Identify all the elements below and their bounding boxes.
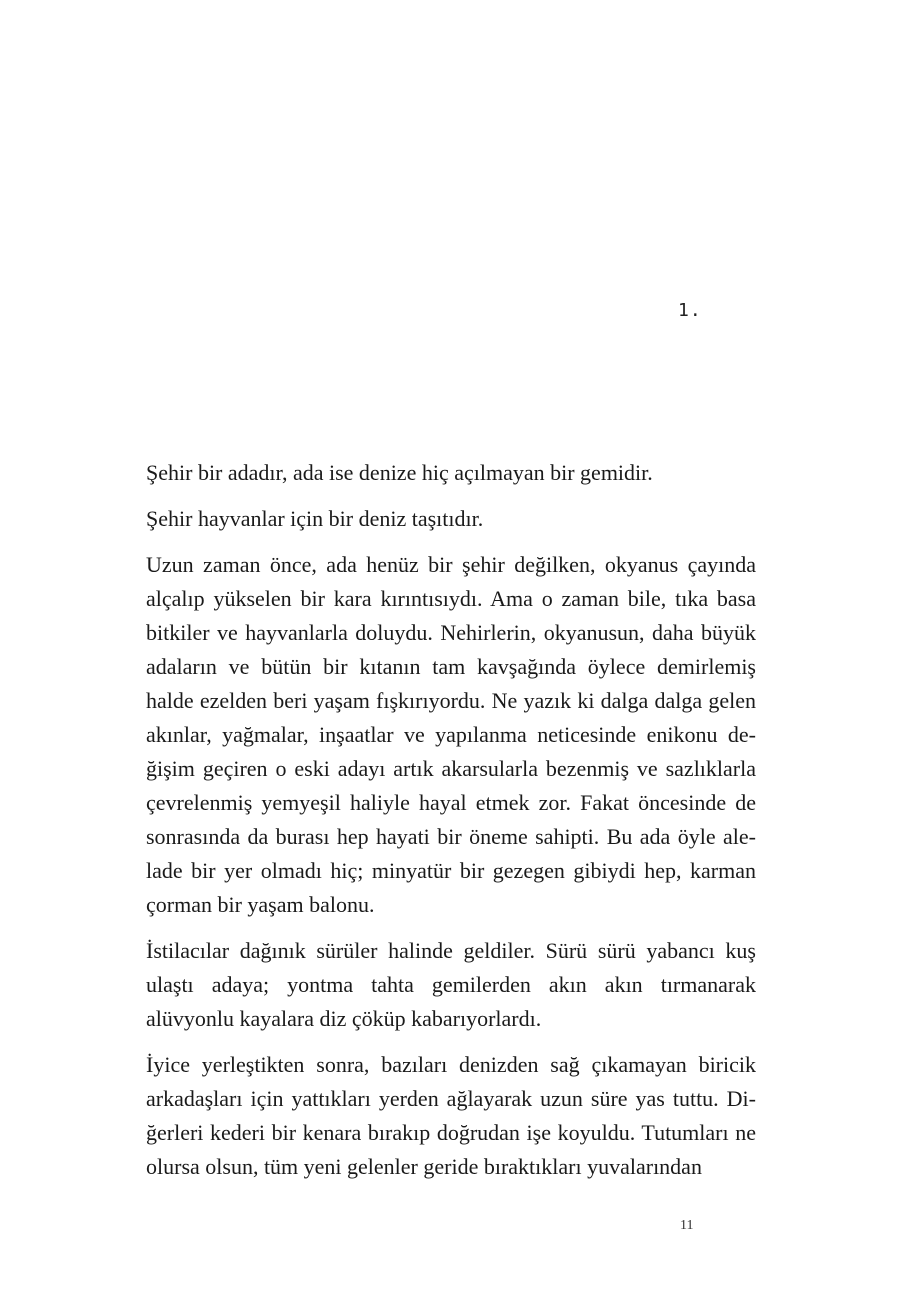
chapter-number: 1.: [678, 300, 702, 321]
paragraph: Şehir bir adadır, ada ise denize hiç açılmayan bir gemidir.: [146, 460, 653, 485]
paragraph: İstilacılar dağınık sürüler halinde geldiler. Sürü sürü yabancı kuş ulaştı adaya; yontma tahta gemilerden akın akın tırmanarak alüvyonlu kayalara diz çöküp kabarıyorlardı.: [146, 938, 756, 1031]
paragraph: İyice yerleştikten sonra, bazıları denizden sağ çıkamayan biricik arkadaşları için yattıkları yerden ağlayarak uzun süre yas tuttu. Diğerleri kederi bir kenara bırakıp doğrudan işe koyuldu. Tutumları ne olursa olsun, tüm yeni gelenler geride bıraktıkları yuvalarından: [146, 1052, 756, 1179]
page-number: 11: [680, 1218, 694, 1233]
chapter-body: [146, 456, 756, 1196]
paragraph: Uzun zaman önce, ada henüz bir şehir değilken, okyanus çayında alçalıp yükselen bir kara kırıntısıydı. Ama o zaman bile, tıka basa bitkiler ve hayvanlarla doluydu. Nehirlerin, okyanusun, daha büyük adaların ve bütün bir kıtanın tam kavşağında öylece demirlemiş halde ezelden beri yaşam fışkırıyordu. Ne yazık ki dalga dalga gelen akınlar, yağmalar, inşaatlar ve yapılanma neticesinde enikonu değişim geçiren o eski adayı artık akarsularla bezenmiş ve sazlıklarla çevrelenmiş yemyeşil haliyle hayal etmek zor. Fakat öncesinde de sonrasında da burası hep hayati bir öneme sahipti. Bu ada öyle alelade bir yer olmadı hiç; minyatür bir gezegen gibiydi hep, karman çorman bir yaşam balonu.: [146, 552, 756, 917]
paragraph: Şehir hayvanlar için bir deniz taşıtıdır.: [146, 506, 484, 531]
